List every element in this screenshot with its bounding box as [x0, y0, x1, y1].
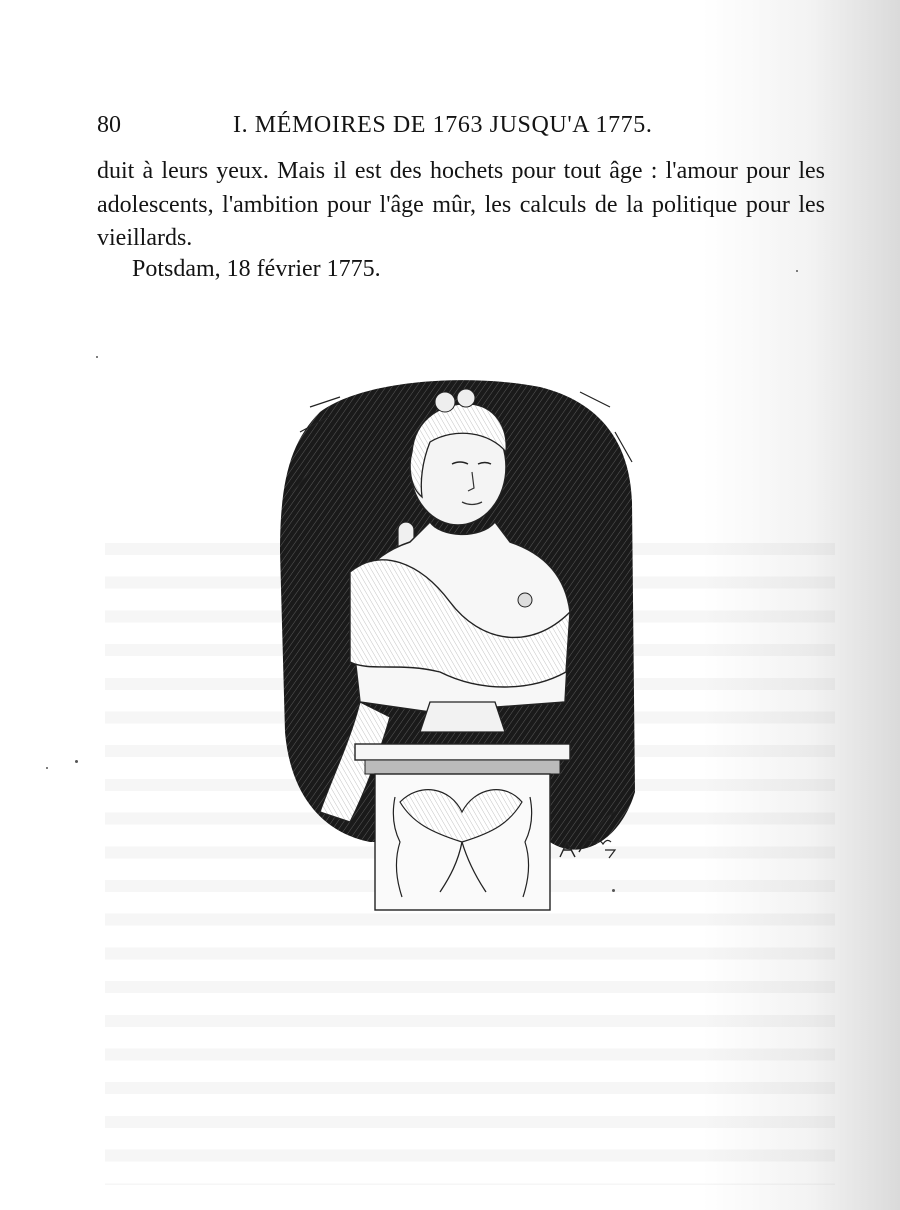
running-head [97, 108, 817, 142]
paper-speck [612, 889, 615, 892]
paper-speck [96, 356, 98, 358]
artist-signature-icon [555, 802, 625, 862]
running-head-title: I. MÉMOIRES DE 1763 JUSQU'A 1775. [233, 112, 653, 138]
paper-speck [75, 760, 78, 763]
page-number: 80 [97, 112, 121, 138]
paper-speck [796, 270, 798, 272]
dateline: Potsdam, 18 février 1775. [132, 256, 381, 282]
body-paragraph: duit à leurs yeux. Mais il est des hochets pour tout âge : l'amour pour les adolescents, l'ambition pour l'âge mûr, les calculs de la politique pour les vieillards. [97, 158, 825, 251]
paper-speck [46, 767, 48, 769]
